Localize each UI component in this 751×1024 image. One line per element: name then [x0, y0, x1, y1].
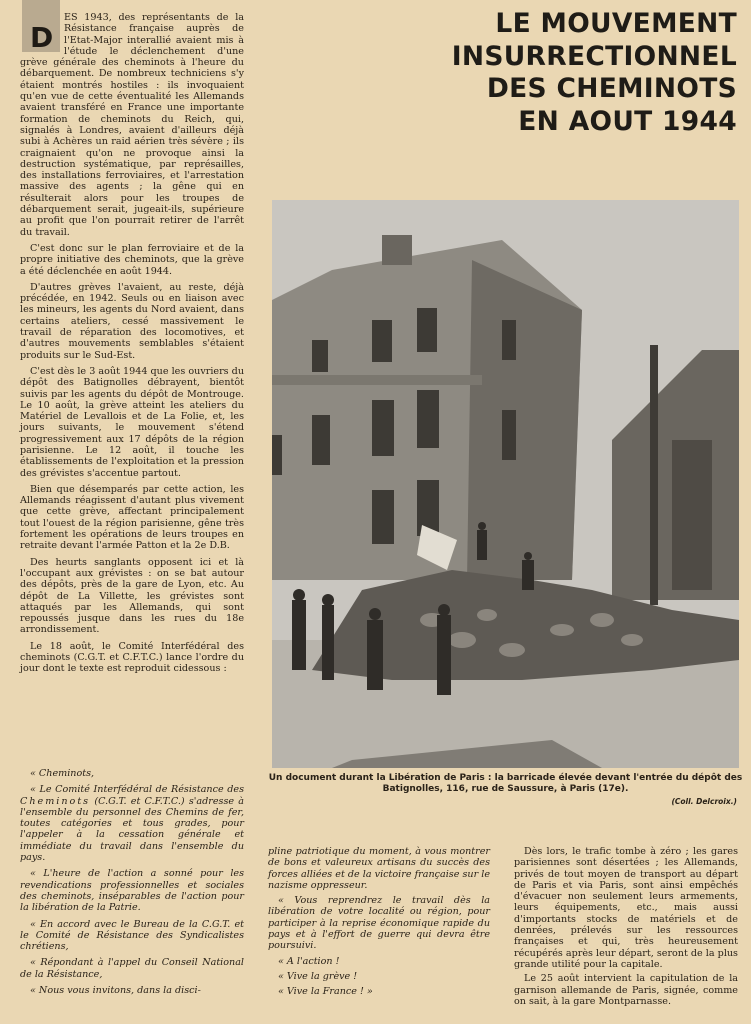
- photo-illustration: [272, 200, 739, 768]
- order-of-day-middle: [268, 846, 490, 1002]
- lead-paragraph: [20, 12, 244, 238]
- quote-paragraph: « A l'action !: [278, 955, 340, 967]
- quote-paragraph: « Nous vous invitons, dans la disci-: [30, 985, 201, 997]
- quote-paragraph: « En accord avec le Bureau de la C.G.T. et le Comité de Résistance des Syndicalistes chrétiens,: [20, 918, 244, 953]
- quote-opening: « Cheminots,: [30, 768, 95, 779]
- paragraph: Dès lors, le trafic tombe à zéro ; les gares parisiennes sont désertées ; les Allemands, privés de tout moyen de transport au départ de Paris et via Paris, sont ainsi empêchés d'évacuer non seulement leurs armements, leurs équipements, etc., mais aussi d'importants stocks de matériels et de denrées, prélevés sur les ressources françaises et qui, très heureusement récupérés après leur départ, seront de la plus grande utilité pour la capitale.: [514, 846, 738, 970]
- title-line: DES CHEMINOTS: [486, 73, 737, 104]
- paragraph: C'est donc sur le plan ferroviaire et de la propre initiative des cheminots, que la grève a été déclenchée en août 1944.: [20, 242, 244, 277]
- paragraph: D'autres grèves l'avaient, au reste, déjà précédée, en 1942. Seuls ou en liaison avec les mineurs, les agents du Nord avaient, dans certains ateliers, cessé massivement le travail de réparation des locomotives, et d'autres mouvements semblables s'étaient produits sur le Sud-Est.: [20, 281, 244, 361]
- paragraph: Le 25 août intervient la capitulation de la garnison allemande de Paris, signée, comme on sait, à la gare Montparnasse.: [514, 973, 738, 1007]
- article-body-right: [514, 846, 738, 1010]
- dropcap: D: [30, 21, 54, 54]
- order-of-day-left: [20, 768, 244, 1001]
- title-line: LE MOUVEMENT: [495, 8, 737, 39]
- paragraph: Le 18 août, le Comité Interfédéral des cheminots (C.G.T. et C.F.T.C.) lance l'ordre du jour dont le texte est reproduit cidessous :: [20, 640, 244, 675]
- paragraph: Bien que désemparés par cette action, les Allemands réagissent d'autant plus vivement que cette grève, affectant principalement tout l'ouest de la région parisienne, gêne très fortement les opérations de leurs troupes en retraite devant l'armée Patton et la 2e D.B.: [20, 483, 244, 552]
- paragraph: C'est dès le 3 août 1944 que les ouvriers du dépôt des Batignolles débrayent, bientôt suivis par les agents du dépôt de Montrouge. Le 10 août, la grève atteint les ateliers du Matériel de Levallois et de La Folie, et, les jours suivants, le mouvement s'étend progressivement aux 17 dépôts de la région parisienne. Le 12 août, il touche les établissements de l'exploitation et la pression des grévistes s'accentue partout.: [20, 365, 244, 479]
- quote-paragraph: « Vous reprendrez le travail dès la libération de votre localité ou région, pour participer à la reprise économique rapide du pays et à l'effort de guerre qui devra être poursuivi.: [268, 895, 490, 952]
- quote-paragraph: « L'heure de l'action a sonné pour les revendications professionnelles et sociales des cheminots, inséparables de l'action pour la libération de la Patrie.: [20, 868, 244, 914]
- chimney: [382, 235, 412, 265]
- quote-paragraph: « Vive la grève !: [278, 970, 358, 982]
- quote-text: « Le Comité Interfédéral de Résistance des: [30, 784, 244, 796]
- title-line: EN AOUT 1944: [518, 105, 737, 137]
- barricade-photo: [272, 200, 739, 768]
- quote-paragraph: « Vive la France ! »: [278, 986, 373, 998]
- lamp-post: [650, 345, 658, 605]
- quote-spaced-word: Cheminots: [20, 795, 91, 807]
- article-title: [357, 8, 737, 138]
- title-line: INSURRECTIONNEL: [451, 40, 737, 72]
- right-building-door: [672, 440, 712, 590]
- article-body-left: [20, 12, 244, 680]
- quote-paragraph: pline patriotique du moment, à vous montrer de bons et valeureux artisans du succès des forces alliées et de la victoire française sur le nazisme oppresseur.: [268, 846, 490, 891]
- paragraph-text: ES 1943, des représentants de la Résistance française auprès de l'Etat-Major interallié avaient mis à l'étude le déclenchement d'une grève générale des cheminots à l'heure du débarquement. De nombreux techniciens s'y étaient montrés hostiles : ils invoquaient qu'en vue de cette éventualité les Allemands avaient transféré en France une importante formation de cheminots du Reich, qui, signalés à Londres, avaient d'ailleurs déjà subi à Achères un raid aérien très sévère ; ils craignaient qu'on ne provoque ainsi la destruction systématique, par représailles, des installations ferroviaires, et l'arrestation massive des agents ; la gêne qui en résulterait alors pour les troupes de débarquement serait, jugeait-ils, supérieure au profit que l'on pourrait retirer de l'arrêt du travail.: [20, 12, 244, 238]
- paragraph: Des heurts sanglants opposent ici et là l'occupant aux grévistes : on se bat autour des dépôts, près de la gare de Lyon, etc. Au dépôt de La Villette, les grévistes sont attaqués par les Allemands, qui sont repoussés jusque dans les rues du 18e arrondissement.: [20, 556, 244, 636]
- quote-paragraph: [20, 784, 244, 863]
- cornice: [272, 375, 482, 385]
- quote-paragraph: « Répondant à l'appel du Conseil National de la Résistance,: [20, 957, 244, 980]
- dropcap-box: [22, 0, 60, 52]
- photo-credit: (Coll. Delcroix.): [671, 797, 737, 806]
- quote-text: (C.G.T. et C.F.T.C.) s'adresse à l'ensemble du personnel des Chemins de fer, toutes catégories et tous grades, pour l'appeler à la cessation générale et immédiate du travail dans l'ensemble du pays.: [20, 795, 244, 864]
- photo-caption: Un document durant la Libération de Paris : la barricade élevée devant l'entrée du dépôt des Batignolles, 116, rue de Saussure, à Paris (17e).: [268, 773, 743, 794]
